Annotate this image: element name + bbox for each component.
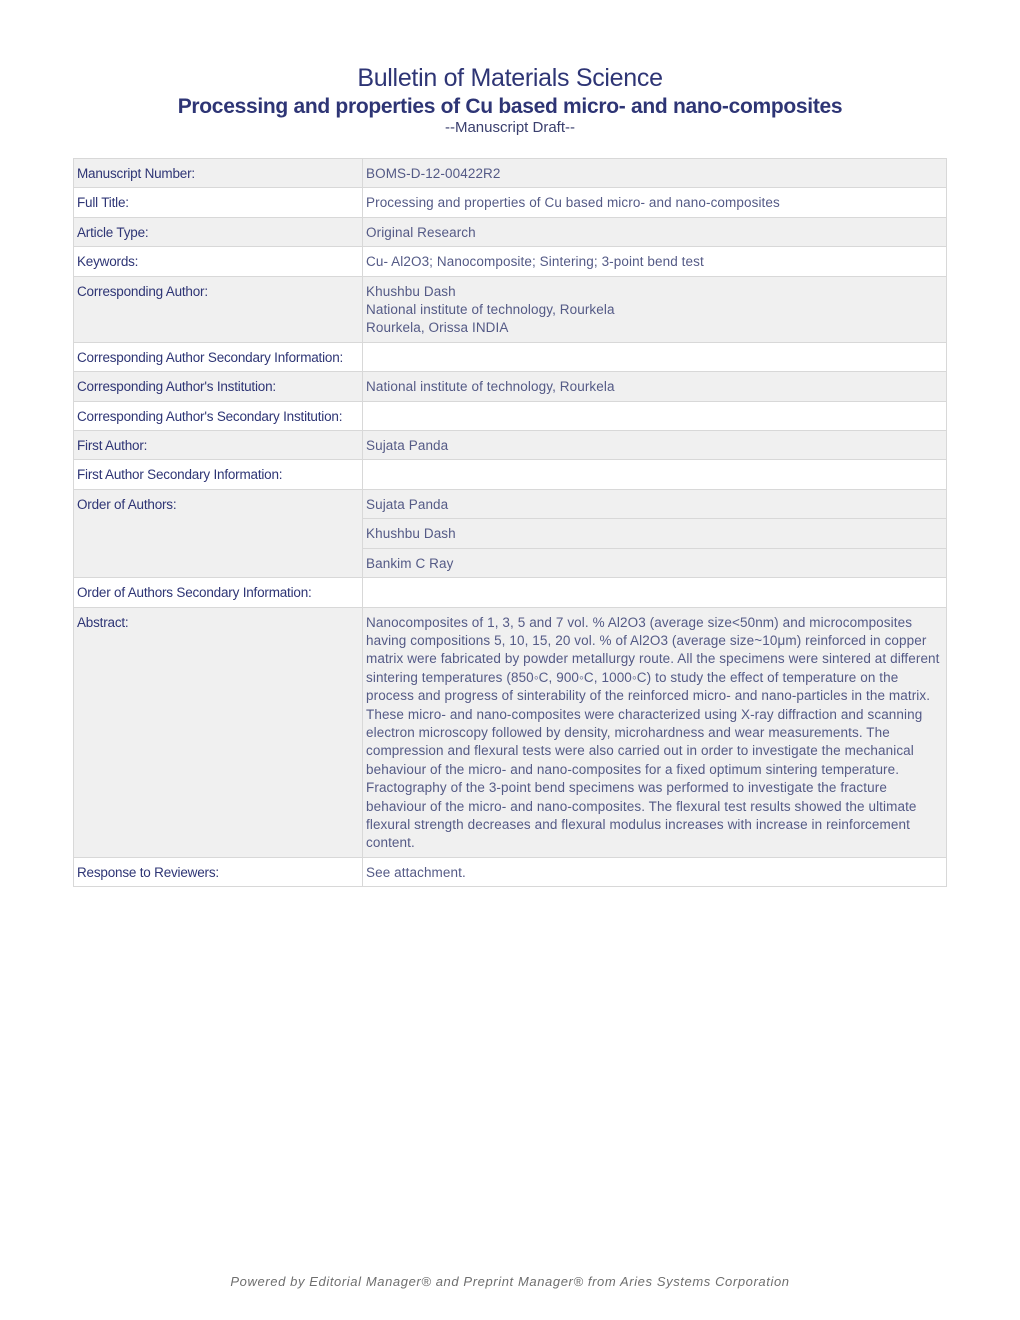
author-affiliation: National institute of technology, Rourkela [366,302,615,318]
author-location: Rourkela, Orissa INDIA [366,320,509,336]
table-row [74,460,947,489]
page-header [0,62,1020,137]
institution-value: National institute of technology, Rourkela [363,372,947,401]
author-entry: Khushbu Dash [363,519,947,548]
table-row [74,276,947,342]
field-label: Manuscript Number: [74,159,363,188]
footer-credit: Powered by Editorial Manager® and Preprint Manager® from Aries Systems Corporation [230,1274,790,1289]
field-label: Corresponding Author Secondary Information: [74,342,363,371]
author-name: Khushbu Dash [366,283,456,299]
first-author-value: Sujata Panda [363,431,947,460]
table-row [74,188,947,217]
secondary-institution-value [363,401,947,430]
draft-label: --Manuscript Draft-- [444,119,575,136]
author-entry: Bankim C Ray [363,548,947,577]
field-label: Corresponding Author's Institution: [74,372,363,401]
corresponding-author-value [363,276,947,342]
first-author-secondary-value [363,460,947,489]
field-label: Order of Authors Secondary Information: [74,578,363,607]
response-to-reviewers-value: See attachment. [363,857,947,886]
abstract-text: Nanocomposites of 1, 3, 5 and 7 vol. % Al2O3 (average size<50nm) and microcomposites having compositions 5, 10, 15, 20 vol. % of Al2O3 (average size~10μm) reinforced in copper matrix were fabricated by powder metallurgy route. All the specimens were sintered at different sintering temperatures (850◦C, 900◦C, 1000◦C) to study the effect of temperature on the process and progress of sinterability of the reinforced micro- and nano-particles in the matrix. These micro- and nano-composites were characterized using X-ray diffraction and scanning electron microscopy followed by density, microhardness and wear measurements. The compression and flexural tests were also carried out in order to investigate the mechanical behaviour of the micro- and nano-composites for a fixed optimum sintering temperature. Fractography of the 3-point bend specimens was performed to investigate the fracture behaviour of the micro- and nano-composites. The flexural test results showed the ultimate flexural strength decreases and flexural modulus increases with increase in reinforcement content. [366,614,940,851]
field-label: Keywords: [74,247,363,276]
table-row [74,431,947,460]
author-entry: Sujata Panda [363,489,947,518]
field-label: Corresponding Author's Secondary Institution: [74,401,363,430]
table-row [74,159,947,188]
field-label: Full Title: [74,188,363,217]
table-row [74,578,947,607]
field-label: Response to Reviewers: [74,857,363,886]
corresponding-author-secondary-value [363,342,947,371]
order-of-authors-secondary-value [363,578,947,607]
table-row [74,247,947,276]
table-row [74,607,947,857]
manuscript-number-value: BOMS-D-12-00422R2 [363,159,947,188]
table-row [74,342,947,371]
field-label: Abstract: [74,607,363,857]
field-label: Article Type: [74,217,363,246]
table-row [74,372,947,401]
table-row [74,401,947,430]
table-row [74,217,947,246]
table-row [74,489,947,518]
field-label: Order of Authors: [74,489,363,577]
field-label: First Author: [74,431,363,460]
paper-title: Processing and properties of Cu based micro- and nano-composites [177,95,843,118]
field-label: First Author Secondary Information: [74,460,363,489]
field-label: Corresponding Author: [74,276,363,342]
full-title-value: Processing and properties of Cu based micro- and nano-composites [363,188,947,217]
keywords-value: Cu- Al2O3; Nanocomposite; Sintering; 3-point bend test [363,247,947,276]
journal-title: Bulletin of Materials Science [357,64,663,92]
abstract-value [363,607,947,857]
manuscript-metadata-table [73,158,947,887]
article-type-value: Original Research [363,217,947,246]
table-row [74,857,947,886]
